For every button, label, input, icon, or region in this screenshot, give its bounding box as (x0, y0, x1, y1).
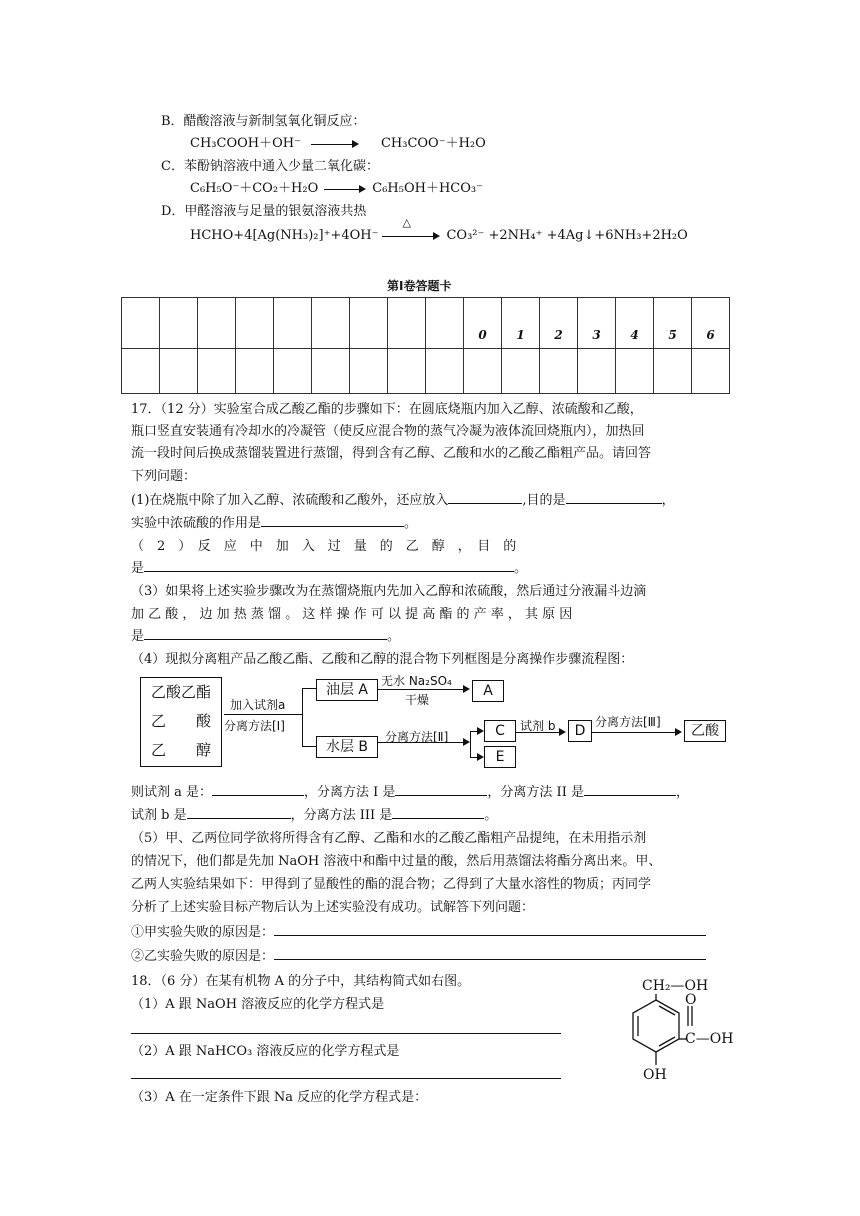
answer-line[interactable] (131, 1078, 561, 1079)
q16-option-c-equation: C₆H₅O⁻＋CO₂＋H₂O C₆H₅OH＋HCO₃⁻ (190, 181, 483, 196)
answer-cell[interactable] (274, 298, 312, 349)
carbonyl-oxygen: O (685, 992, 697, 1008)
step1-label: 加入试剂a (230, 698, 286, 712)
flow-arrow-icon (470, 752, 484, 762)
q16-option-c-label: C．苯酚钠溶液中通入少量二氧化碳： (161, 159, 379, 174)
acetic-acid-box: 乙酸 (684, 720, 726, 742)
answer-cell[interactable]: 1 (502, 298, 540, 349)
answer-blank[interactable] (187, 806, 291, 819)
q18-intro: 18．（6 分）在某有机物 A 的分子中，其结构简式如右图。 (131, 974, 471, 989)
q17-part5: 的情况下，他们都是先加 NaOH 溶液中和酯中过量的酸，然后用蒸馏法将酯分离出来。甲、 (131, 854, 662, 869)
answer-cell[interactable] (236, 349, 274, 394)
answer-cell[interactable]: 4 (616, 298, 654, 349)
drying-label: 干燥 (405, 693, 430, 707)
sep2-label: 分离方法[Ⅱ] (385, 730, 449, 744)
answer-cell[interactable] (160, 298, 198, 349)
flow-arrow-icon (470, 726, 484, 736)
flow-arrow-icon (592, 727, 682, 737)
product-d-box: D (568, 720, 592, 742)
q17-part3: 加 乙 酸 ， 边 加 热 蒸 馏 。 这 样 操 作 可 以 提 高 酯 的 产 率 ， 其 原 因 (131, 607, 573, 622)
separation-flowchart (140, 676, 740, 776)
answer-card-title: 第Ⅰ卷答题卡 (387, 279, 452, 293)
answer-cell[interactable] (388, 298, 426, 349)
q17-part4: （4）现拟分离粗产品乙酸乙酯、乙酸和乙醇的混合物下列框图是分离操作步骤流程图： (131, 652, 634, 667)
answer-cell[interactable] (540, 349, 578, 394)
q17-intro: 瓶口竖直安装通有冷却水的冷凝管（使反应混合物的蒸气冷凝为液体流回烧瓶内），加热回 (131, 424, 645, 439)
q17-part1: 实验中浓硫酸的作用是 。 (131, 516, 418, 531)
answer-cell[interactable] (578, 349, 616, 394)
answer-cell[interactable]: 2 (540, 298, 578, 349)
branch-line (302, 688, 303, 746)
reaction-arrow-icon (311, 139, 359, 149)
q17-part5-yi: ②乙实验失败的原因是： (131, 945, 706, 964)
step1-method-label: 分离方法[Ⅰ] (224, 719, 285, 733)
q17-part2: 是 。 (131, 561, 528, 576)
answer-cell[interactable] (426, 349, 464, 394)
answer-blank[interactable] (448, 491, 522, 504)
answer-cell[interactable] (616, 349, 654, 394)
answer-cell[interactable] (198, 349, 236, 394)
q16-option-d-label: D．甲醛溶液与足量的银氨溶液共热 (161, 204, 367, 219)
answer-cell[interactable] (312, 298, 350, 349)
answer-cell[interactable] (160, 349, 198, 394)
q17-part3: （3）如果将上述实验步骤改为在蒸馏烧瓶内先加入乙醇和浓硫酸，然后通过分液漏斗边滴 (131, 584, 647, 599)
q17-part3: 是 。 (131, 629, 401, 644)
q17-intro: 流一段时间后换成蒸馏装置进行蒸馏，得到含有乙醇、乙酸和水的乙酸乙酯粗产品。请回答 (131, 446, 652, 461)
q17-part5: 乙两人实验结果如下：甲得到了显酸性的酯的混合物；乙得到了大量水溶性的物质；丙同学 (131, 877, 652, 892)
q17-intro: 17．（12 分）实验室合成乙酸乙酯的步骤如下：在圆底烧瓶内加入乙醇、浓硫酸和乙酸， (131, 402, 643, 417)
answer-cell[interactable] (350, 298, 388, 349)
hydroxymethyl-group: CH₂—OH (642, 978, 709, 994)
divider-line (224, 714, 302, 715)
answer-blank[interactable] (261, 514, 404, 527)
answer-cell[interactable]: 3 (578, 298, 616, 349)
answer-blank[interactable] (584, 783, 676, 796)
q16-option-b-label: B．醋酸溶液与新制氢氧化铜反应： (161, 114, 366, 129)
answer-cell[interactable] (350, 349, 388, 394)
answer-card-header-row (122, 298, 730, 349)
answer-blank[interactable] (212, 783, 304, 796)
answer-cell[interactable]: 0 (464, 298, 502, 349)
answer-card-answer-row (122, 349, 730, 394)
q17-part1: (1)在烧瓶中除了加入乙醇、浓硫酸和乙酸外，还应放入 ,目的是 ， (131, 493, 675, 508)
oil-layer-box: 油层 A (316, 679, 378, 701)
arrow-line (302, 746, 316, 747)
heat-arrow: △ (382, 230, 442, 242)
water-layer-box: 水层 B (316, 736, 378, 758)
answer-cell[interactable] (692, 349, 730, 394)
answer-cell[interactable] (122, 349, 160, 394)
product-a-box: A (472, 680, 504, 702)
answer-cell[interactable] (502, 349, 540, 394)
answer-cell[interactable] (426, 298, 464, 349)
answer-card-table (121, 297, 730, 394)
answer-blank[interactable] (274, 923, 706, 936)
answer-cell[interactable] (464, 349, 502, 394)
answer-cell[interactable]: 6 (692, 298, 730, 349)
answer-blank[interactable] (274, 947, 706, 960)
flow-arrow-icon (516, 727, 566, 737)
q16-option-b-equation: CH₃COOH＋OH⁻ CH₃COO⁻＋H₂O (190, 136, 486, 151)
reaction-arrow-icon (324, 184, 366, 194)
q17-part5: 分析了上述实验目标产物后认为上述实验没有成功。试解答下列问题： (131, 900, 535, 915)
answer-cell[interactable] (312, 349, 350, 394)
answer-blank[interactable] (392, 806, 484, 819)
answer-blank[interactable] (144, 559, 514, 572)
q17-intro: 下列问题： (131, 469, 197, 484)
answer-cell[interactable] (122, 298, 160, 349)
q17-part2: （ 2 ） 反 应 中 加 入 过 量 的 乙 醇 ， 目 的 (131, 539, 517, 554)
reaction-arrow-icon (382, 231, 440, 241)
q17-part4-answers: 试剂 b 是 ，分离方法 III 是 。 (131, 808, 498, 823)
q18-part2: （2）A 跟 NaHCO₃ 溶液反应的化学方程式是 (131, 1044, 400, 1059)
arrow-line (302, 688, 316, 689)
answer-cell[interactable] (198, 298, 236, 349)
product-e-box: E (484, 746, 516, 768)
answer-blank[interactable] (395, 783, 487, 796)
mixture-box: 乙酸乙酯 乙 酸 乙 醇 (140, 677, 222, 767)
answer-cell[interactable] (654, 349, 692, 394)
compound-a-structure (605, 970, 745, 1095)
q17-part4-answers: 则试剂 a 是： ，分离方法 I 是 ，分离方法 II 是 ， (131, 785, 689, 800)
phenol-hydroxyl: OH (643, 1067, 667, 1083)
answer-cell[interactable] (236, 298, 274, 349)
answer-blank[interactable] (144, 627, 387, 640)
drying-agent-label: 无水 Na₂SO₄ (381, 674, 452, 688)
sep3-label: 分离方法[Ⅲ] (595, 715, 661, 729)
answer-cell[interactable] (274, 349, 312, 394)
q17-part5-jia: ①甲实验失败的原因是： (131, 921, 706, 940)
product-c-box: C (484, 720, 516, 742)
flow-arrow-icon (378, 737, 470, 747)
answer-cell[interactable] (388, 349, 426, 394)
q16-option-d-equation: HCHO+4[Ag(NH₃)₂]⁺+4OH⁻ △ CO₃²⁻ +2NH₄⁺ +4Ag↓+6NH₃+2H₂O (190, 215, 688, 243)
carboxyl-group: C—OH (685, 1031, 734, 1047)
answer-cell[interactable]: 5 (654, 298, 692, 349)
q18-part3: （3）A 在一定条件下跟 Na 反应的化学方程式是： (131, 1090, 428, 1105)
answer-blank[interactable] (566, 491, 662, 504)
q17-part5: （5）甲、乙两位同学欲将所得含有乙醇、乙酯和水的乙酸乙酯粗产品提纯，在未用指示剂 (131, 831, 647, 846)
reagent-b-label: 试剂 b (520, 719, 556, 733)
q18-part1: （1）A 跟 NaOH 溶液反应的化学方程式是 (131, 997, 385, 1012)
answer-line[interactable] (131, 1033, 561, 1034)
